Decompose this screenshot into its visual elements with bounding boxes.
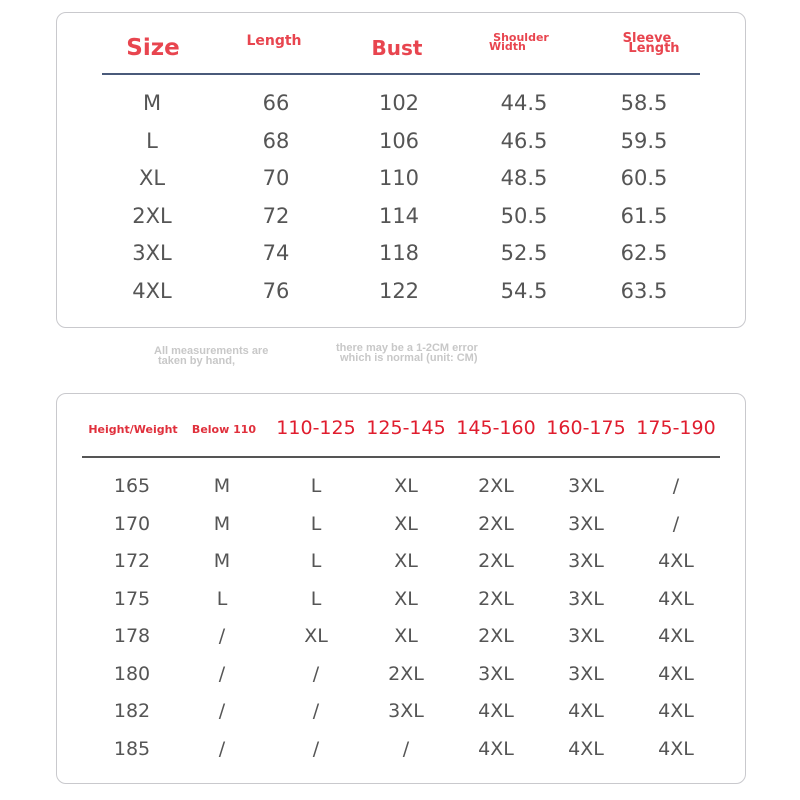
fit-table-cell: 165 [113,475,151,497]
fit-table-cell: 4XL [658,587,694,610]
size-table-cell: 102 [378,91,420,115]
size-table-cell: 110 [378,166,420,190]
fit-table-cell: 4XL [658,737,694,760]
size-table-cell: 54.5 [500,278,548,303]
fit-table-cell: 175 [113,587,151,610]
fit-table-cell: 2XL [478,475,514,497]
size-table-cell: 50.5 [500,203,548,228]
size-table-cell: 62.5 [620,241,668,265]
fit-table-cell: / [218,625,226,647]
fit-table-cell: L [310,550,322,572]
fit-table-cell: 4XL [568,700,604,722]
fit-header-cell: Below 110 [191,423,257,436]
size-table-cell: 60.5 [620,166,668,190]
fit-table-cell: M [213,550,231,572]
note-left-line2: taken by hand, [158,355,236,367]
size-table-cell: 3XL [132,241,172,265]
fit-header-cell: 125-145 [366,417,446,439]
measurement-note-right [336,343,478,363]
fit-table-cell: 3XL [568,662,604,685]
size-header: Size [126,35,180,61]
size-table-cell: 66 [262,91,290,115]
fit-table-cell: / [312,737,320,760]
fit-table-cell: XL [394,512,418,535]
size-table-cell: M [142,91,162,115]
length-header: Length [246,33,302,49]
fit-header-cell: 110-125 [276,417,356,439]
fit-header-cell: Height/Weight [88,423,178,436]
fit-table-cell: L [216,587,228,610]
measurement-note-left [154,346,268,366]
fit-table-cell: / [312,700,320,722]
size-table-cell: 63.5 [620,278,668,303]
fit-table-cell: 178 [113,625,151,647]
note-left-line1: All measurements are [154,345,269,357]
size-table-cell: 70 [262,166,290,190]
sleeve-header-line1: Sleeve [622,31,672,46]
size-table-cell: 4XL [132,278,172,303]
size-table-cell: 72 [262,203,290,228]
fit-table-cell: 4XL [658,550,694,572]
sleeve-header-line2: Length [628,41,680,56]
fit-chart-card [56,393,746,784]
fit-table-cell: / [218,662,226,685]
fit-table-cell: 4XL [658,662,694,685]
fit-table-cell: XL [394,625,418,647]
fit-table-cell: 4XL [478,737,514,760]
fit-table-cell: 185 [113,737,151,760]
size-table-cell: 58.5 [620,91,668,115]
fit-table-cell: / [402,737,410,760]
fit-table-cell: L [310,475,322,497]
fit-header-cell: 175-190 [636,417,716,439]
bust-header: Bust [371,36,423,60]
fit-table-cell: / [672,512,680,535]
size-table-cell: XL [138,166,166,190]
fit-table-cell: 182 [113,700,151,722]
fit-table-cell: 2XL [388,662,424,685]
size-table-cell: 48.5 [500,166,548,190]
size-table-cell: 74 [262,241,290,265]
shoulder-header-line2: Width [489,40,526,53]
fit-table-cell: / [218,737,226,760]
fit-table-cell: / [312,662,320,685]
fit-table-cell: XL [304,625,328,647]
size-table-cell: 44.5 [500,91,548,115]
fit-table-cell: / [218,700,226,722]
fit-table-cell: 3XL [568,587,604,610]
fit-table-cell: 3XL [568,625,604,647]
size-table-cell: 122 [378,278,420,303]
fit-table-cell: XL [394,550,418,572]
fit-table-cell: M [213,512,231,535]
size-table-cell: 61.5 [620,203,668,228]
fit-table-cell: 3XL [388,700,424,722]
fit-table-cell: 2XL [478,587,514,610]
size-table-cell: 59.5 [620,128,668,153]
fit-table-cell: 3XL [568,512,604,535]
fit-header-divider [82,456,720,458]
fit-table-cell: 2XL [478,625,514,647]
fit-table-cell: 4XL [658,625,694,647]
fit-table-cell: 4XL [568,737,604,760]
fit-header-cell: 145-160 [456,417,536,439]
size-table-cell: 106 [378,128,420,153]
fit-table-cell: 2XL [478,512,514,535]
fit-table-cell: 2XL [478,550,514,572]
note-right-line1: there may be a 1-2CM error [336,342,478,354]
fit-table-cell: XL [394,475,418,497]
fit-table-cell: M [213,475,231,497]
size-chart-card [56,12,746,328]
shoulder-header-line1: Shoulder [493,31,549,44]
fit-table-cell: 3XL [568,475,604,497]
size-table-cell: 118 [378,241,420,265]
fit-table-cell: / [672,475,680,497]
fit-header-cell: 160-175 [546,417,626,439]
fit-table-cell: 180 [113,662,151,685]
fit-table-cell: L [310,587,322,610]
size-table-cell: L [146,128,158,153]
fit-table-cell: XL [394,587,418,610]
size-table-cell: 2XL [132,203,172,228]
fit-table-cell: 172 [113,550,151,572]
size-table-cell: 76 [262,278,290,303]
note-right-line2: which is normal (unit: CM) [340,352,478,364]
fit-table-cell: L [310,512,322,535]
fit-table-cell: 3XL [478,662,514,685]
size-table-cell: 52.5 [500,241,548,265]
fit-table-cell: 170 [113,512,151,535]
size-table-cell: 114 [378,203,420,228]
sleeve-length-header [607,31,687,56]
fit-table-cell: 3XL [568,550,604,572]
fit-table-cell: 4XL [478,700,514,722]
shoulder-width-header [483,33,559,51]
size-table-cell: 68 [262,128,290,153]
fit-table-cell: 4XL [658,700,694,722]
size-table-cell: 46.5 [500,128,548,153]
size-header-divider [102,73,700,75]
